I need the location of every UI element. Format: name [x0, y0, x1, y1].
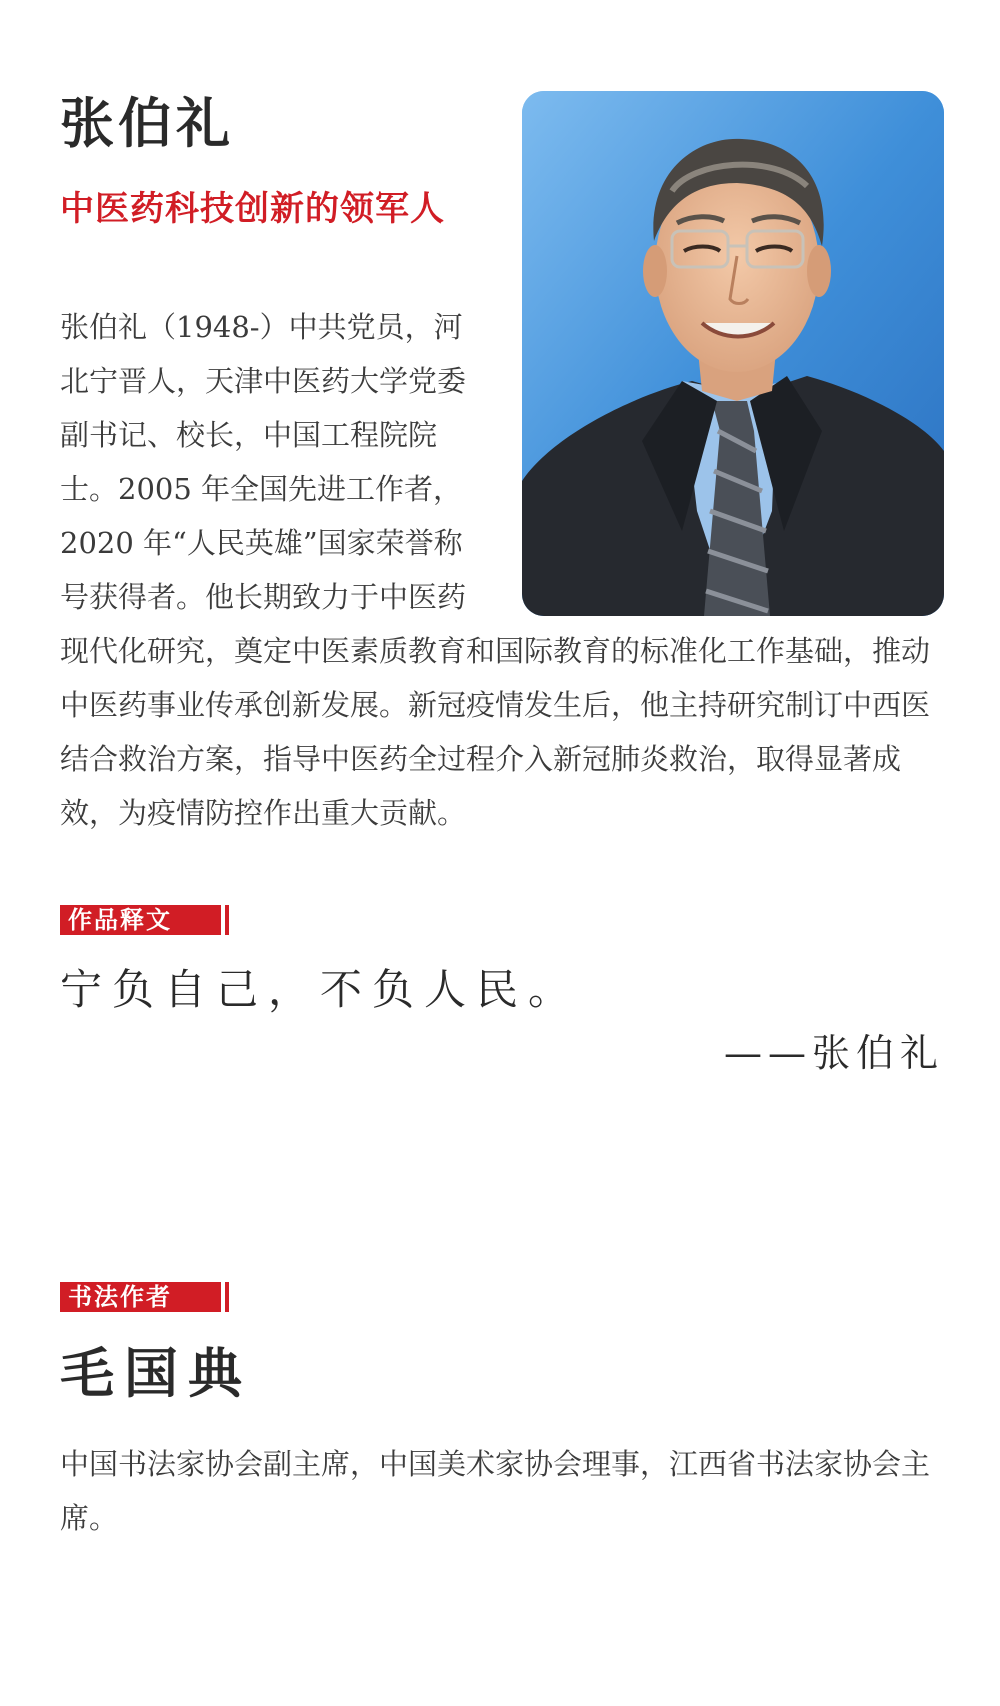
calligrapher-bio: 中国书法家协会副主席，中国美术家协会理事，江西省书法家协会主席。 [60, 1447, 931, 1535]
subject-bio-text: 张伯礼（1948-）中共党员，河北宁晋人，天津中医药大学党委副书记、校长，中国工程院院士。2005 年全国先进工作者，2020 年“人民英雄”国家荣誉称号获得者。他长期致力于中医药现代化研究，奠定中医素质教育和国际教育的标准化工作基础，推动中医药事业传承创新发展。新冠疫情发生后，他主持研究制订中西医结合救治方案，指导中医药全过程介入新冠肺炎救治，取得显著成效，为疫情防控作出重大贡献。 [60, 310, 931, 830]
work-quote: 宁负自己，不负人民。 [60, 965, 581, 1014]
section-label-divider [225, 905, 229, 935]
subject-bio [60, 300, 944, 840]
subject-name: 张伯礼 [60, 92, 234, 155]
portrait-wrap-space [482, 300, 944, 622]
section-label-calligrapher: 书法作者 [60, 1282, 221, 1312]
subject-subtitle: 中医药科技创新的领军人 [60, 189, 445, 229]
calligrapher-name: 毛国典 [60, 1342, 252, 1405]
work-attribution: ——张伯礼 [723, 1031, 944, 1075]
section-label-divider [225, 1282, 229, 1312]
section-label-work: 作品释文 [60, 905, 221, 935]
